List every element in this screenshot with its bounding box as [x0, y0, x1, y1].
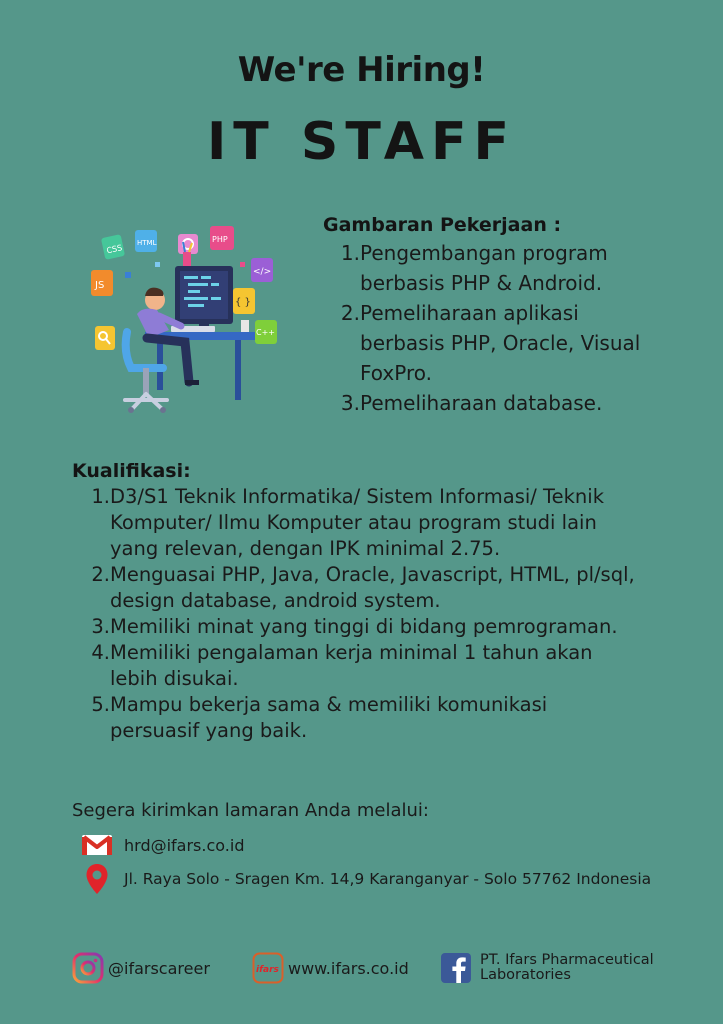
list-item: 2. Menguasai PHP, Java, Oracle, Javascript, HTML, pl/sql, design database, android system.: [91, 563, 635, 612]
list-item: 5. Mampu bekerja sama & memiliki komunikasi persuasif yang baik.: [91, 693, 548, 742]
website-url[interactable]: www.ifars.co.id: [288, 958, 409, 978]
list-item: 1. D3/S1 Teknik Informatika/ Sistem Informasi/ Teknik Komputer/ Ilmu Komputer atau program studi lain yang relevan, dengan IPK minimal 2.75.: [91, 485, 605, 560]
job-description-section: [323, 214, 713, 418]
instagram-handle[interactable]: @ifarscareer: [108, 958, 210, 978]
programmer-illustration: [85, 222, 285, 427]
apply-prompt: Segera kirimkan lamaran Anda melalui:: [72, 800, 429, 821]
instagram-icon: [72, 952, 104, 984]
magnifier-icon: [95, 326, 115, 350]
gmail-icon: [80, 830, 114, 860]
position-title: IT STAFF: [206, 112, 517, 172]
ifars-logo-icon: [252, 952, 284, 984]
email-text[interactable]: hrd@ifars.co.id: [124, 835, 245, 855]
php-icon: [210, 226, 234, 250]
facebook-link[interactable]: [440, 952, 654, 984]
location-pin-icon: [80, 864, 114, 894]
cpp-icon: [255, 320, 277, 344]
qualifications-section: [72, 460, 712, 744]
address-text: Jl. Raya Solo - Sragen Km. 14,9 Karanganyar - Solo 57762 Indonesia: [124, 870, 652, 888]
qualifications-title: Kualifikasi:: [72, 460, 191, 482]
svg-text:PHP: PHP: [212, 235, 228, 244]
js-icon: [91, 270, 113, 296]
svg-text:</>: </>: [253, 267, 272, 277]
list-item: 4. Memiliki pengalaman kerja minimal 1 tahun akan lebih disukai.: [91, 641, 593, 690]
facebook-icon: [440, 952, 472, 984]
list-item: 2. Pemeliharaan aplikasi berbasis PHP, Oracle, Visual FoxPro.: [340, 301, 641, 385]
address-contact: [80, 864, 651, 894]
braces-icon: [233, 288, 255, 314]
hiring-heading: We're Hiring!: [237, 50, 486, 90]
instagram-link[interactable]: [72, 952, 210, 984]
list-item: 3. Pemeliharaan database.: [340, 391, 603, 415]
svg-text:{ }: { }: [235, 297, 251, 308]
svg-text:CSS: CSS: [105, 243, 124, 256]
svg-text:HTML: HTML: [137, 239, 157, 247]
website-link[interactable]: [252, 952, 409, 984]
code-icon: [251, 258, 273, 282]
svg-text:JS: JS: [95, 280, 105, 291]
list-item: 3. Memiliki minat yang tinggi di bidang pemrograman.: [91, 615, 618, 638]
svg-text:ifars: ifars: [256, 965, 279, 975]
job-description-title: Gambaran Pekerjaan :: [323, 214, 562, 236]
settings-icon: [178, 234, 198, 254]
svg-text:C++: C++: [256, 328, 275, 337]
list-item: 1. Pengembangan program berbasis PHP & Android.: [340, 241, 608, 295]
facebook-page-name[interactable]: PT. Ifars Pharmaceutical Laboratories: [480, 952, 654, 983]
html-icon: [135, 230, 157, 252]
email-contact[interactable]: [80, 830, 244, 860]
css-icon: [101, 234, 125, 260]
